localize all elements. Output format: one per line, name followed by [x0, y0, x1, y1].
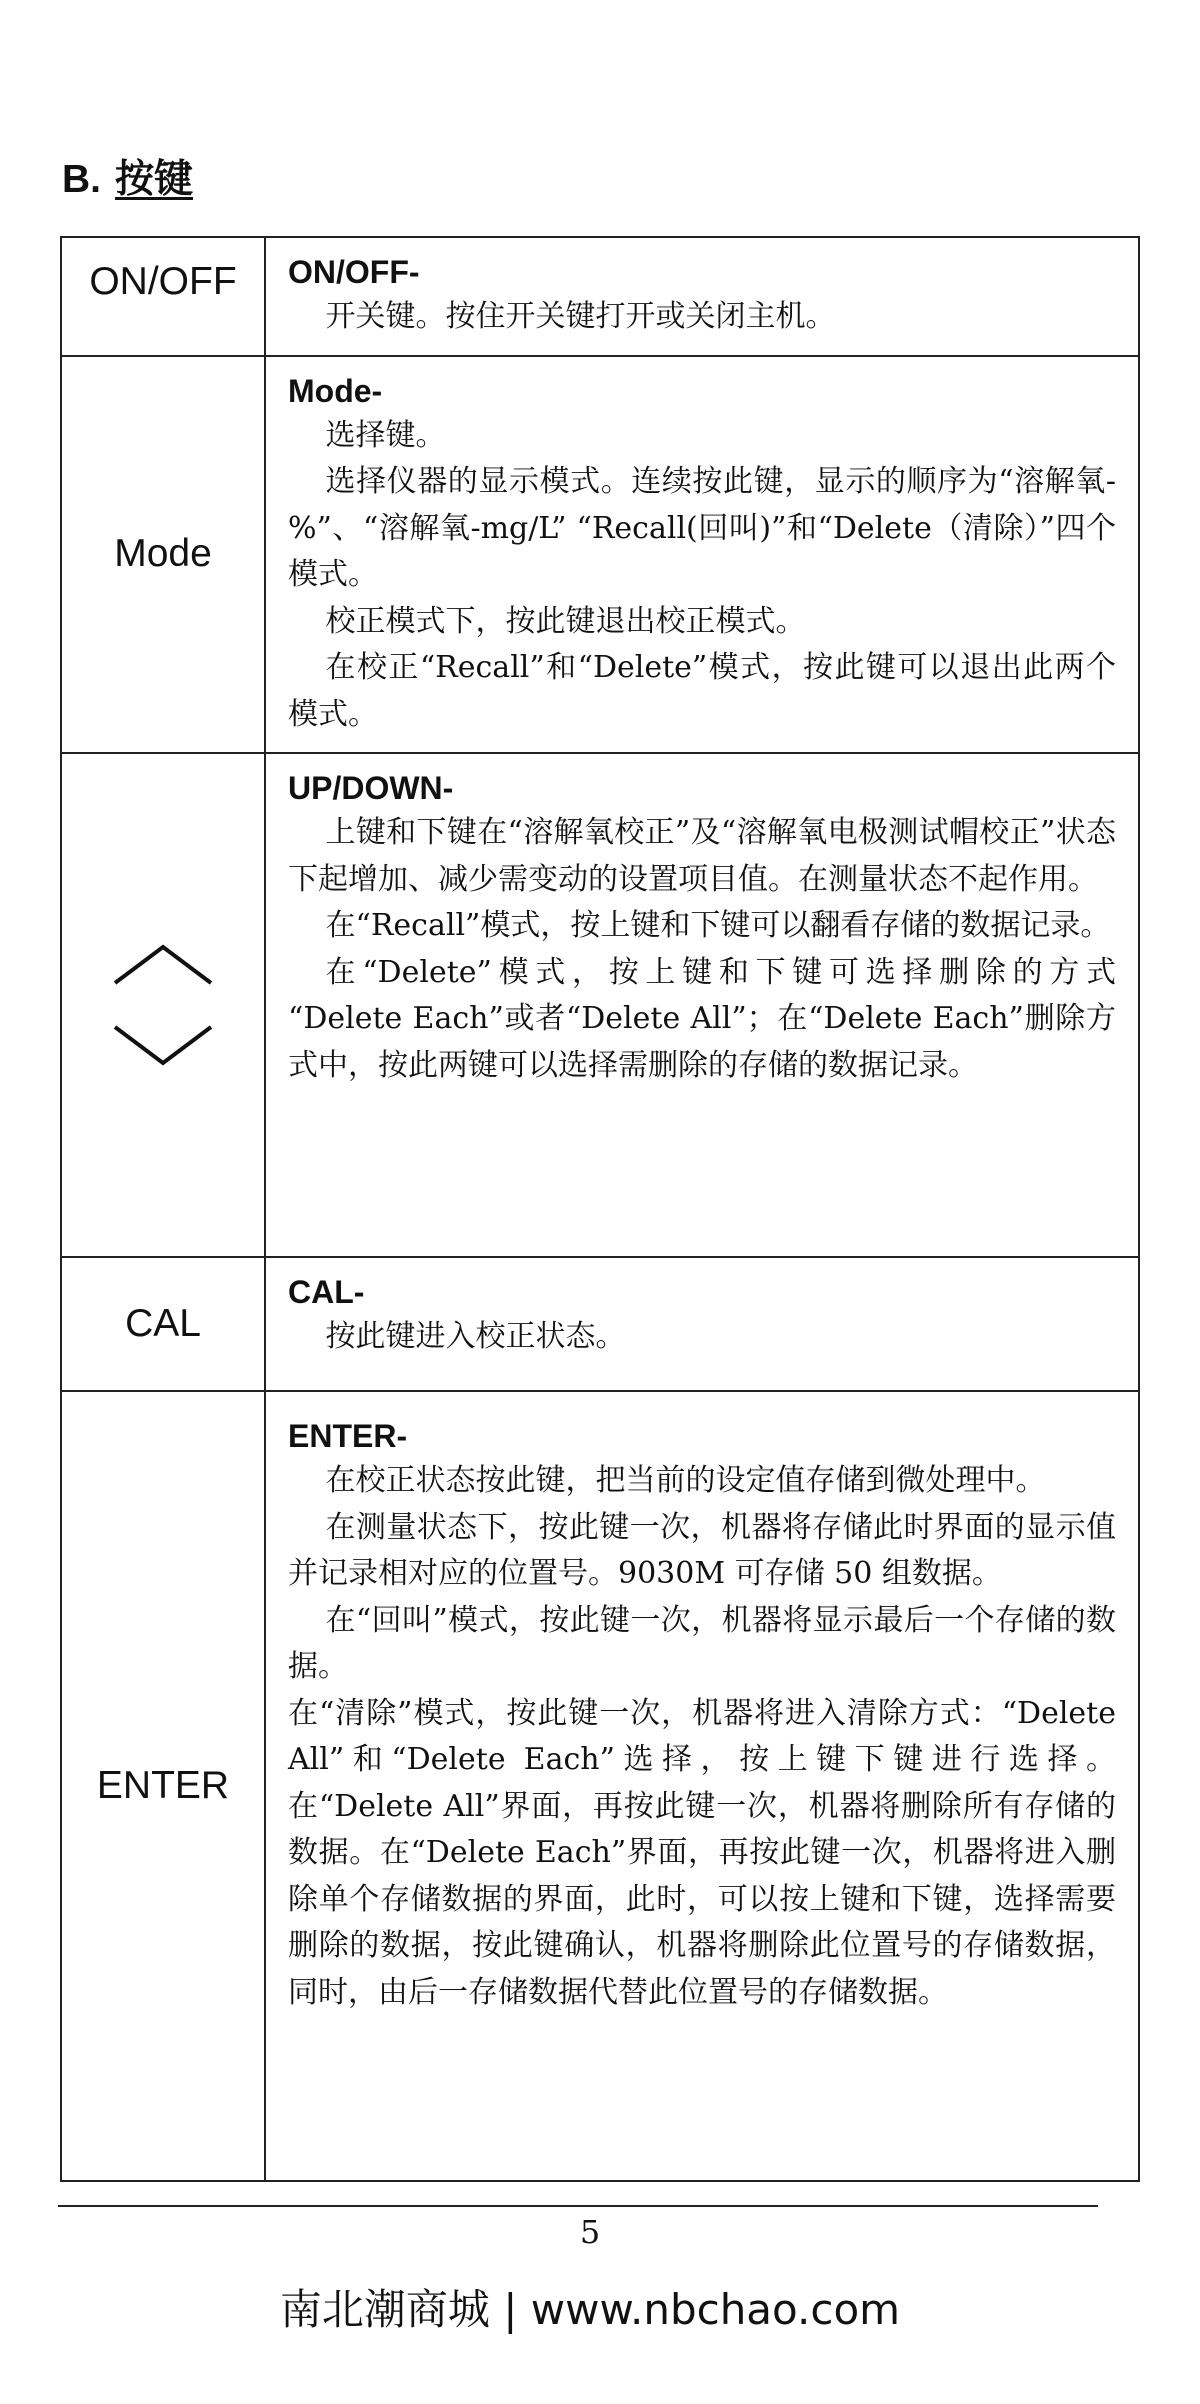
key-description-up-down — [265, 753, 1139, 1257]
key-heading: UP/DOWN- — [288, 770, 454, 806]
keys-table — [60, 236, 1140, 2182]
key-description-on-off — [265, 237, 1139, 356]
key-paragraph: 按此键进入校正状态。 — [325, 1319, 626, 1354]
key-paragraph: 在校正“Recall”和“Delete”模式，按此键可以退出此两个模式。 — [288, 650, 1116, 732]
site-watermark: 南北潮商城 | www.nbchao.com — [279, 2285, 901, 2334]
key-label-enter: ENTER — [61, 1391, 265, 2181]
key-label-mode: Mode — [61, 356, 265, 754]
section-name: 按键 — [115, 158, 194, 201]
key-paragraph: 在校正状态按此键，把当前的设定值存储到微处理中。 — [325, 1463, 1046, 1498]
key-row-mode — [61, 356, 1139, 754]
key-label-on-off: ON/OFF — [61, 237, 265, 356]
chevron-up-icon — [111, 943, 215, 987]
page-number: 5 — [579, 2213, 601, 2251]
key-row-up-down — [61, 753, 1139, 1257]
key-heading: CAL- — [288, 1274, 365, 1310]
key-paragraph: 在“Delete”模式，按上键和下键可选择删除的方式 “Delete Each”或者“Delete All”；在“Delete Each”删除方式中，按此两键可以选择需删除的存储的数据记录。 — [288, 954, 1116, 1083]
key-row-cal — [61, 1257, 1139, 1391]
key-description-enter — [265, 1391, 1139, 2181]
key-label-up-down — [61, 753, 265, 1257]
key-paragraph: 上键和下键在“溶解氧校正”及“溶解氧电极测试帽校正”状态下起增加、减少需变动的设置项目值。在测量状态不起作用。 — [288, 815, 1116, 897]
chevron-down-icon — [111, 1023, 215, 1067]
key-heading: ENTER- — [288, 1418, 408, 1454]
key-paragraph: 校正模式下，按此键退出校正模式。 — [325, 603, 806, 639]
key-paragraph: 在测量状态下，按此键一次，机器将存储此时界面的显示值并记录相对应的位置号。9030M 可存储 50 组数据。 — [288, 1509, 1116, 1591]
key-paragraph: 选择仪器的显示模式。连续按此键，显示的顺序为“溶解氧-%”、“溶解氧-mg/L” “Recall(回叫)”和“Delete（清除）”四个模式。 — [288, 464, 1116, 592]
section-title — [62, 152, 193, 208]
key-paragraph: 在“清除”模式，按此键一次，机器将进入清除方式：“Delete All”和“Delete Each”选择，按上键下键进行选择。在“Delete All”界面，再按此键一次，机器将删除所有存储的数据。在“Delete Each”界面，再按此键一次，机器将进入删除单个存储数据的界面，此时，可以按上键和下键，选择需要删除的数据，按此键确认，机器将删除此位置号的存储数据，同时，由后一存储数据代替此位置号的存储数据。 — [288, 1695, 1116, 2010]
section-letter: B. — [62, 158, 101, 201]
key-heading: Mode- — [288, 372, 383, 409]
up-down-arrows — [62, 943, 264, 1067]
key-row-enter — [61, 1391, 1139, 2181]
key-paragraph: 选择键。 — [325, 417, 446, 453]
key-heading: ON/OFF- — [288, 254, 420, 290]
footer-divider — [58, 2205, 1098, 2207]
key-paragraph: 在“Recall”模式，按上键和下键可以翻看存储的数据记录。 — [325, 908, 1111, 943]
key-label-cal: CAL — [61, 1257, 265, 1391]
key-description-cal — [265, 1257, 1139, 1391]
key-row-on-off — [61, 237, 1139, 356]
key-description-mode — [265, 356, 1139, 754]
key-paragraph: 开关键。按住开关键打开或关闭主机。 — [325, 299, 836, 334]
key-paragraph: 在“回叫”模式，按此键一次，机器将显示最后一个存储的数据。 — [288, 1602, 1116, 1684]
